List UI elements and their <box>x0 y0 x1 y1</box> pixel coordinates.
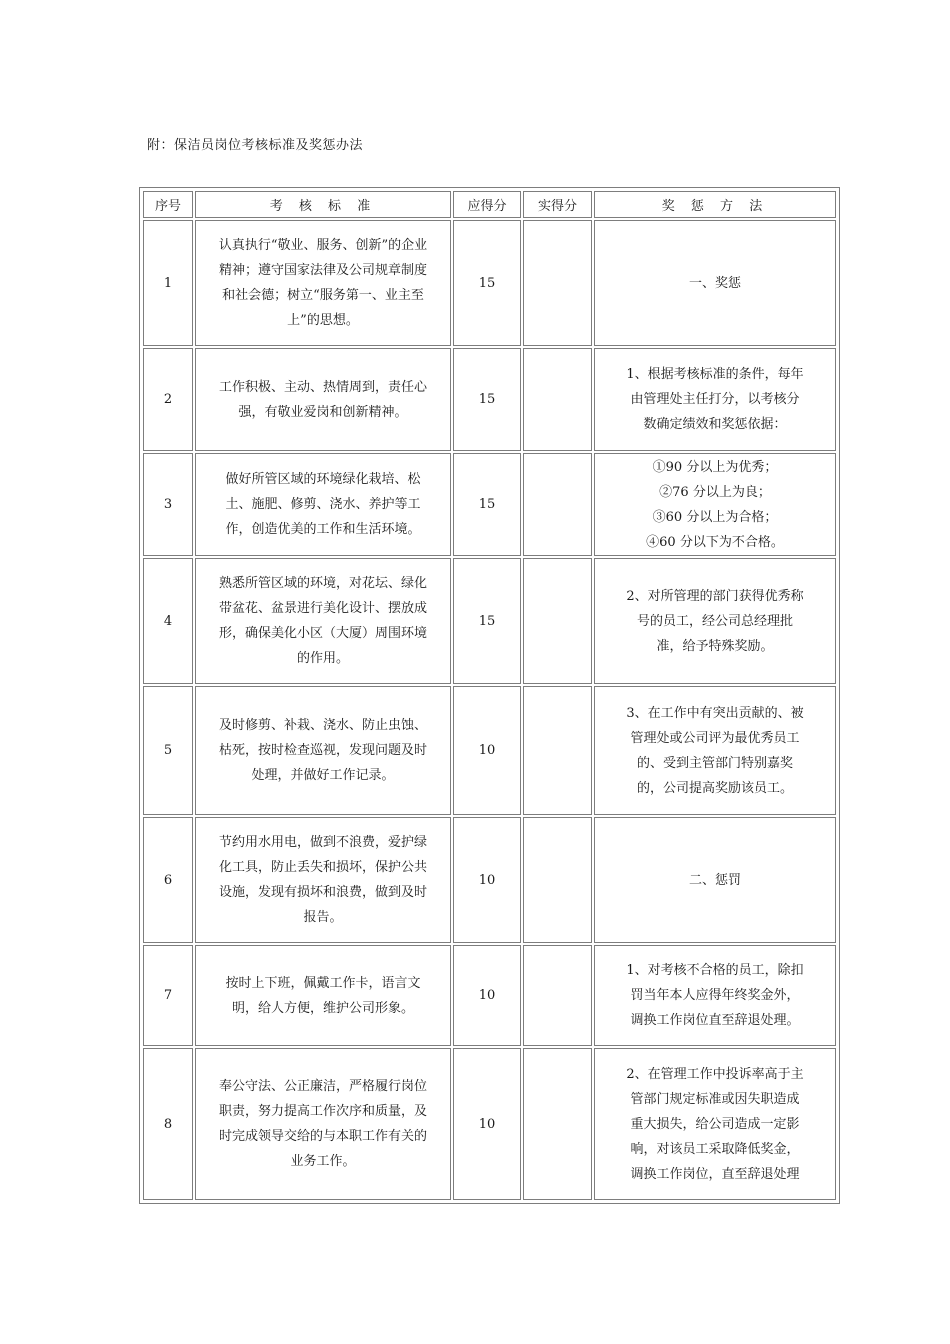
table-row <box>143 1048 836 1200</box>
grade-fail: ④60 分以下为不合格。 <box>646 534 784 550</box>
row-index: 8 <box>143 1048 193 1200</box>
row-score: 15 <box>453 348 521 451</box>
row-method: 1、根据考核标准的条件，每年由管理处主任打分，以考核分数确定绩效和奖惩依据： <box>594 348 836 451</box>
row-standard: 奉公守法、公正廉洁，严格履行岗位职责，努力提高工作次序和质量，及时完成领导交给的与本职工作有关的业务工作。 <box>195 1048 451 1200</box>
row-standard: 及时修剪、补栽、浇水、防止虫蚀、枯死，按时检查巡视，发现问题及时处理，并做好工作记录。 <box>195 686 451 815</box>
row-actual-score <box>523 686 592 815</box>
header-full-score: 应得分 <box>453 191 521 218</box>
row-score: 10 <box>453 817 521 943</box>
row-method: 1、对考核不合格的员工，除扣罚当年本人应得年终奖金外，调换工作岗位直至辞退处理。 <box>594 945 836 1046</box>
row-actual-score <box>523 453 592 556</box>
row-actual-score <box>523 220 592 346</box>
row-standard: 做好所管区域的环境绿化栽培、松土、施肥、修剪、浇水、养护等工作，创造优美的工作和生活环境。 <box>195 453 451 556</box>
row-standard: 节约用水用电，做到不浪费，爱护绿化工具，防止丢失和损坏，保护公共设施，发现有损坏和浪费，做到及时报告。 <box>195 817 451 943</box>
table-row <box>143 817 836 943</box>
header-method: 奖 惩 方 法 <box>594 191 836 218</box>
grade-good: ②76 分以上为良； <box>659 484 771 500</box>
row-method: 2、对所管理的部门获得优秀称号的员工，经公司总经理批准，给予特殊奖励。 <box>594 558 836 684</box>
table-row <box>143 453 836 556</box>
assessment-table <box>139 187 840 1204</box>
row-method: 2、在管理工作中投诉率高于主管部门规定标准或因失职造成重大损失，给公司造成一定影响，对该员工采取降低奖金，调换工作岗位，直至辞退处理 <box>594 1048 836 1200</box>
row-score: 10 <box>453 945 521 1046</box>
document-title: 附：保洁员岗位考核标准及奖惩办法 <box>147 138 364 153</box>
row-index: 2 <box>143 348 193 451</box>
row-actual-score <box>523 558 592 684</box>
row-standard: 工作积极、主动、热情周到，责任心强，有敬业爱岗和创新精神。 <box>195 348 451 451</box>
row-method: 一、奖惩 <box>594 220 836 346</box>
header-standard: 考 核 标 准 <box>195 191 451 218</box>
table-row <box>143 348 836 451</box>
row-index: 7 <box>143 945 193 1046</box>
row-method-list <box>594 453 836 556</box>
row-method: 3、在工作中有突出贡献的、被管理处或公司评为最优秀员工的、受到主管部门特别嘉奖的，公司提高奖励该员工。 <box>594 686 836 815</box>
table-row <box>143 686 836 815</box>
row-actual-score <box>523 945 592 1046</box>
row-actual-score <box>523 817 592 943</box>
row-actual-score <box>523 348 592 451</box>
row-standard: 认真执行“敬业、服务、创新”的企业精神；遵守国家法律及公司规章制度和社会德；树立“服务第一、业主至上”的思想。 <box>195 220 451 346</box>
row-index: 5 <box>143 686 193 815</box>
row-score: 15 <box>453 220 521 346</box>
row-score: 10 <box>453 1048 521 1200</box>
row-actual-score <box>523 1048 592 1200</box>
grade-excellent: ①90 分以上为优秀； <box>652 459 778 475</box>
row-index: 4 <box>143 558 193 684</box>
row-index: 1 <box>143 220 193 346</box>
row-standard: 熟悉所管区域的环境，对花坛、绿化带盆花、盆景进行美化设计、摆放成形，确保美化小区（大厦）周围环境的作用。 <box>195 558 451 684</box>
row-method: 二、惩罚 <box>594 817 836 943</box>
table-row <box>143 945 836 1046</box>
row-index: 3 <box>143 453 193 556</box>
grade-pass: ③60 分以上为合格； <box>652 509 778 525</box>
row-index: 6 <box>143 817 193 943</box>
row-score: 15 <box>453 453 521 556</box>
table-row <box>143 558 836 684</box>
row-score: 10 <box>453 686 521 815</box>
row-standard: 按时上下班，佩戴工作卡，语言文明，给人方便，维护公司形象。 <box>195 945 451 1046</box>
row-score: 15 <box>453 558 521 684</box>
header-actual-score: 实得分 <box>523 191 592 218</box>
table-row <box>143 220 836 346</box>
header-index: 序号 <box>143 191 193 218</box>
header-row <box>143 191 836 218</box>
